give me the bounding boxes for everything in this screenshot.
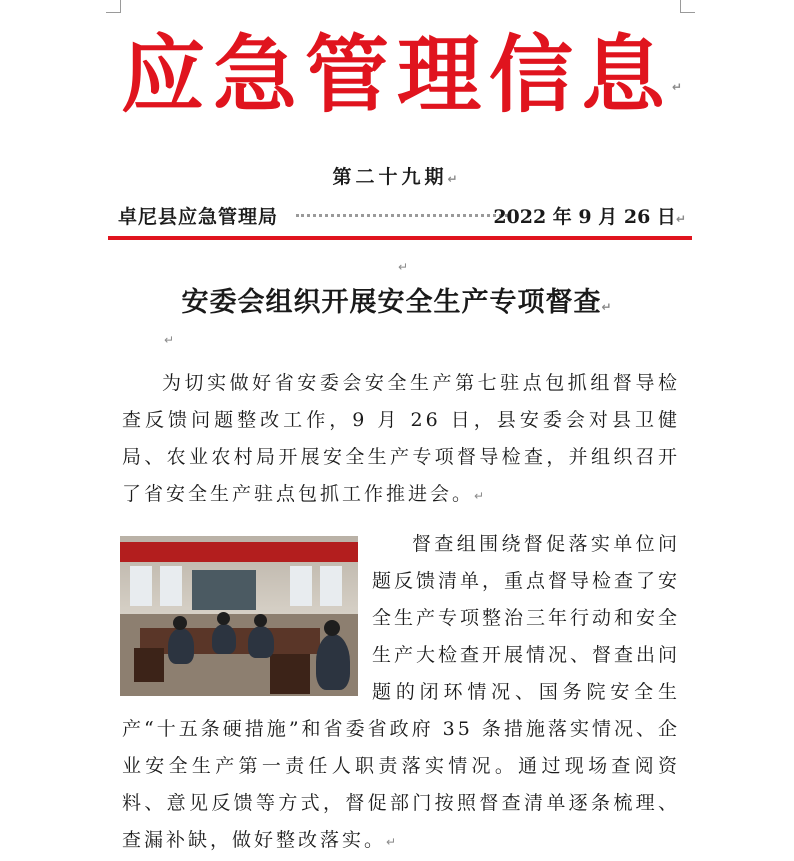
issue-label: 第二十九期	[332, 166, 448, 188]
red-divider	[108, 236, 692, 240]
photo-person	[168, 628, 194, 664]
article-title	[0, 280, 794, 319]
article-paragraph-1	[122, 365, 680, 515]
photo-person-head	[254, 614, 267, 627]
photo-red-banner	[120, 542, 358, 562]
paragraph-mark-icon: ↵	[601, 300, 613, 314]
paragraph-mark-icon: ↵	[672, 80, 691, 94]
crop-mark-top-right	[680, 0, 695, 13]
photo-person	[212, 624, 236, 654]
paragraph-2-text: 督查组围绕督促落实单位问题反馈清单，重点督导检查了安全生产专项整治三年行动和安全生产大检查开展情况、督查出问题的闭环情况、国务院安全生产“十五条硬措施”和省委省政府 35 条措施落实情况、企业安全生产第一责任人职责落实情况。通过现场查阅资料、意见反馈等方式，督促部门按照督查清单逐条梳理、查漏补缺，做好整改落实。	[122, 533, 681, 851]
crop-mark-top-left	[106, 0, 121, 13]
paragraph-mark-icon: ↵	[675, 212, 686, 226]
photo-person	[248, 626, 274, 658]
photo-window	[130, 566, 152, 606]
issue-date	[493, 202, 686, 229]
photo-person-head	[173, 616, 187, 630]
article-paragraph-2	[122, 526, 680, 861]
paragraph-mark-icon: ↵	[447, 172, 462, 186]
photo-window	[290, 566, 312, 606]
masthead-title: 应急管理信息	[120, 26, 673, 124]
photo-person-head	[324, 620, 340, 636]
info-line	[118, 202, 686, 230]
paragraph-mark-icon: ↵	[386, 835, 400, 849]
issue-date-text: 2022 年 9 月 26 日	[493, 206, 676, 228]
photo-chair	[270, 654, 310, 694]
paragraph-mark-icon: ↵	[164, 333, 175, 347]
photo-person	[316, 634, 350, 690]
dotted-leader	[296, 214, 508, 217]
photo-window	[160, 566, 182, 606]
meeting-photo	[120, 536, 358, 696]
photo-chair	[134, 648, 164, 682]
paragraph-mark-icon: ↵	[398, 260, 409, 274]
photo-window	[320, 566, 342, 606]
paragraph-1-text: 为切实做好省安委会安全生产第七驻点包抓组督导检查反馈问题整改工作，9 月 26 日，县安委会对县卫健局、农业农村局开展安全生产专项督导检查，并组织召开了省安全生产驻点包抓工作推进会。	[122, 372, 680, 505]
paragraph-mark-icon: ↵	[474, 489, 488, 503]
article-title-text: 安委会组织开展安全生产专项督查	[181, 287, 602, 318]
photo-screen	[192, 570, 256, 610]
masthead	[0, 20, 794, 130]
organization: 卓尼县应急管理局	[118, 206, 279, 228]
photo-person-head	[217, 612, 230, 625]
issue-number	[0, 162, 794, 189]
